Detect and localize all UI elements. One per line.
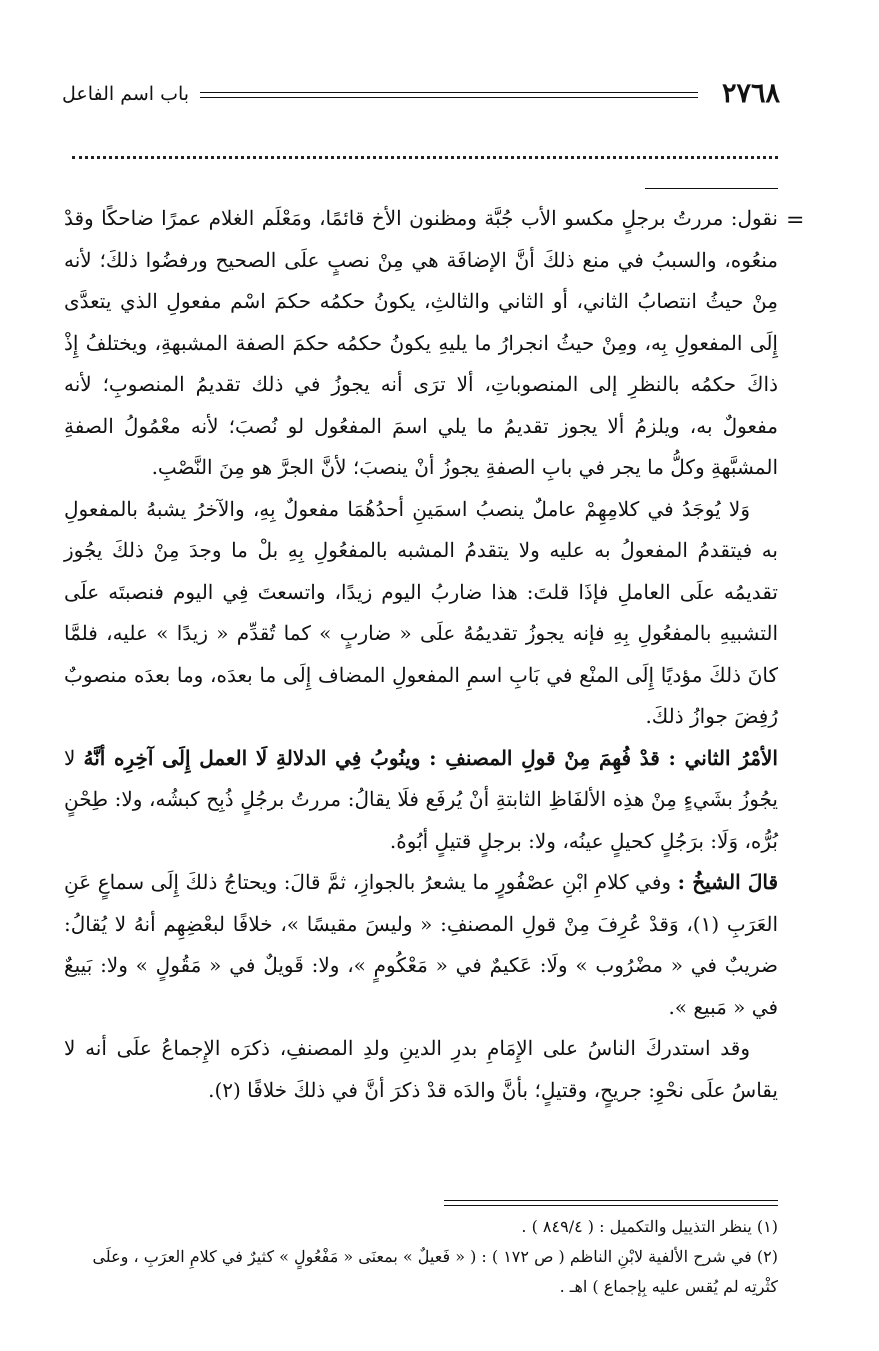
paragraph: وَلا يُوجَدُ في كلامِهِمْ عاملٌ ينصبُ اسمَينِ أحدُهُمَا مفعولٌ بِهِ، والآخرُ يشبهُ بالمفعولِ به فيتقدمُ المفعولُ به عليه ولا يتقدمُ المشبه بالمفعُولِ بِهِ بلْ ما وجدَ مِنْ ذلكَ يجُوز تقديمُه علَى العاملِ فإذَا قلتَ: هذا ضاربُ اليوم زيدًا، واتسعتَ فِي اليوم فنصبتَه علَى التشبيهِ بالمفعُولِ بِهِ فإنه يجوزُ تقديمُهُ علَى « ضاربٍ » كما تُقدِّم « زيدًا » عليه، فلمَّا كانَ ذلكَ مؤديًا إِلَى المنْع في بَابِ اسمِ المفعولِ المضاف إِلَى ما بعدَه، وما بعدَه منصوبٌ رُفِضَ جوازُ ذلكَ. <box>64 496 778 728</box>
footnotes <box>64 1212 778 1302</box>
section-lead: الأمْرُ الثاني : قدْ فُهِمَ مِنْ قولِ المصنفِ : وينُوبُ فِي الدلالةِ لَا العمل إِلَى آخِرِه أنَّهُ <box>83 745 778 770</box>
continuation-mark: = <box>786 208 805 233</box>
paragraph-shaykh <box>64 862 778 1028</box>
short-rule <box>645 188 778 189</box>
paragraph-body: وفي كلامِ ابْنِ عصْفُورٍ ما يشعرُ بالجوازِ، ثمَّ قالَ: ويحتاجُ ذلكَ إِلَى سماعٍ عَنِ العَرَبِ (١)، وَقدْ عُرِفَ مِنْ قولِ المصنفِ: « وليسَ مقيسًا »، خلافًا لبعْضِهِم أنهُ لا يُقالُ: ضريبٌ في « مضْرُوب » ولَا: عَكيمٌ في « مَعْكُومٍ »، ولا: قَويلٌ في « مَقُولٍ » ولا: بَييعٌ في « مَبيع ». <box>64 870 778 1019</box>
chapter-title: باب اسم الفاعل <box>62 83 190 105</box>
paragraph-body: لا يجُوزُ بشَيءٍ مِنْ هذِه الألفَاظِ الثابتةِ أنْ يُرفَع فلَا يقالُ: مررتُ برجُلٍ ذُبِح كبشُه، ولا: طِحْنٍ بُرُّه، وَلَا: برَجُلٍ كحيلٍ عينُه، ولا: برجلٍ قتيلٍ أبُوهُ. <box>64 745 778 853</box>
footnote: (١) ينظر التذييل والتكميل : ( ٨٤٩/٤ ) . <box>521 1217 778 1236</box>
paragraph: نقول: مررتُ برجلٍ مكسو الأب جُبَّة ومظنون الأخ قائمًا، ومَعْلَم الغلام عمرًا ضاحكًا وقدْ منعُوه، والسببُ في منع ذلكَ أنَّ الإضافَة هي مِنْ نصبٍ علَى الصحيح ورفضُوا ذلكَ؛ لأنه مِنْ حيثُ انتصابُ الثاني، أو الثاني والثالثِ، يكونُ حكمُه حكمَ اسْم مفعولِ الذي يتعدَّى إِلَى المفعولِ بِه، ومِنْ حيثُ انجرارُ ما يليهِ يكونُ حكمُه حكمَ الصفة المشبهةِ، ويختلفُ إِذْ ذاكَ حكمُه بالنظرِ إلى المنصوباتِ، ألا ترَى أنه يجوزُ في ذلك تقديمُ المنصوبِ؛ لأنه مفعولٌ به، ويلزمُ ألا يجوز تقديمُ ما يلي اسمَ المفعُول لو نُصبَ؛ لأنه معْمُولُ الصفةِ المشبَّهةِ وكلُّ ما يجر في بابِ الصفةِ يجوزُ أنْ ينصبَ؛ لأنَّ الجرَّ هو مِنَ النَّصْبِ. <box>64 206 778 479</box>
footnote-rule <box>444 1200 778 1206</box>
footnote: (٢) في شرح الألفية لابْنِ الناظم ( ص ١٧٢ ) : ( « فَعيلٌ » بمعنَى « مَفْعُولٍ » كثيرٌ في كلامِ العرَبِ ، وعلَى كثْرتِه لم يُقس عليه بِإجماع ) اهـ . <box>92 1247 778 1296</box>
paragraph: وقد استدركَ الناسُ على الإِمَامِ بدرِ الدينِ ولدِ المصنفِ، ذكرَه الإِجماعُ علَى أنه لا يقاسُ علَى نحْوِ: جريحٍ، وقتيلٍ؛ بأنَّ والدَه قدْ ذكرَ أنَّ في ذلكَ خلافًا (٢). <box>64 1036 778 1102</box>
dotted-separator <box>72 156 778 159</box>
paragraph-second-matter <box>64 738 778 863</box>
page-header <box>60 78 780 110</box>
page-number: ٢٧٦٨ <box>721 78 780 109</box>
header-double-rule <box>200 92 698 98</box>
main-text <box>64 198 778 1111</box>
section-lead: قالَ الشيخُ : <box>677 870 779 894</box>
